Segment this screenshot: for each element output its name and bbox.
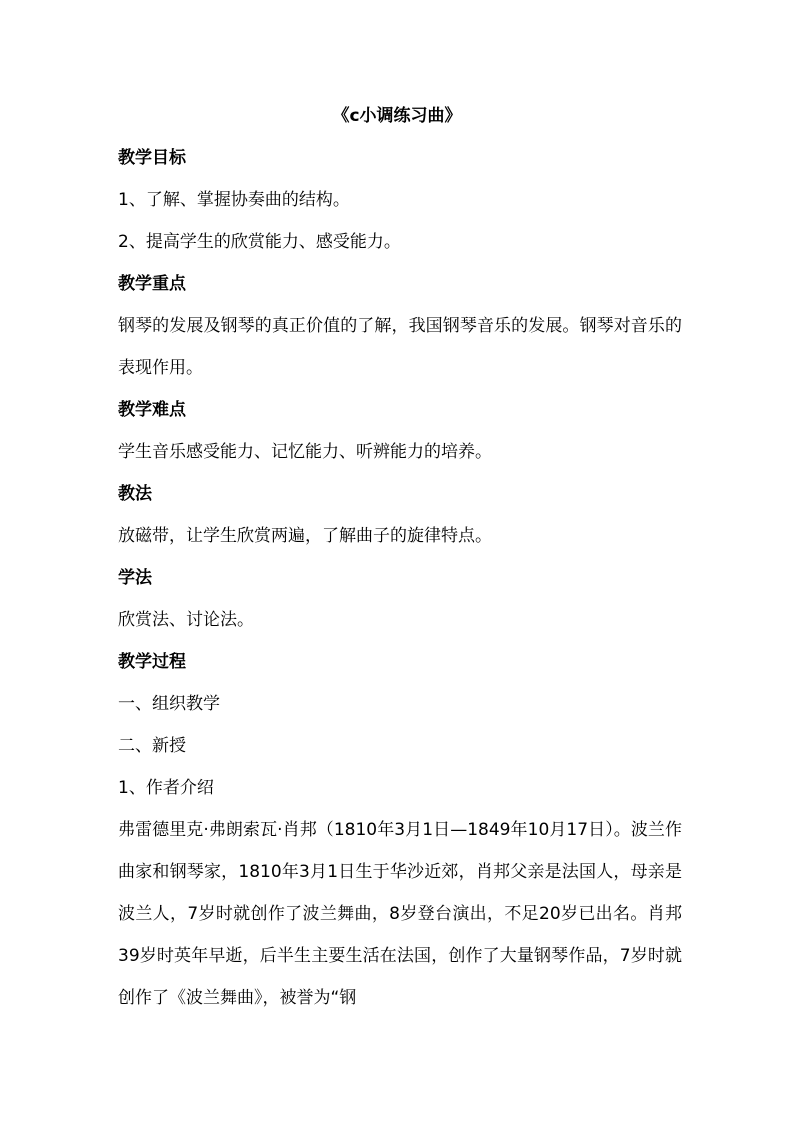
document-title: 《c小调练习曲》 (332, 106, 462, 126)
focus-paragraph: 钢琴的发展及钢琴的真正价值的了解，我国钢琴音乐的发展。钢琴对音乐的表现作用。 (118, 316, 682, 378)
process-step-1: 一、组织教学 (118, 694, 220, 714)
process-step-2: 二、新授 (118, 736, 186, 756)
difficulty-paragraph: 学生音乐感受能力、记忆能力、听辨能力的培养。 (118, 442, 492, 462)
objectives-heading: 教学目标 (118, 148, 186, 168)
teaching-method-heading: 教法 (118, 484, 152, 504)
process-subsection-1: 1、作者介绍 (118, 778, 214, 798)
teaching-method-paragraph: 放磁带，让学生欣赏两遍，了解曲子的旋律特点。 (118, 526, 492, 546)
difficulty-heading: 教学难点 (118, 400, 186, 420)
document-body (118, 146, 682, 1028)
author-intro-paragraph: 弗雷德里克·弗朗索瓦·肖邦（1810年3月1日—1849年10月17日）。波兰作曲家和钢琴家，1810年3月1日生于华沙近郊，肖邦父亲是法国人，母亲是波兰人，7岁时就创作了波兰舞曲，8岁登台演出，不足20岁已出名。肖邦39岁时英年早逝，后半生主要生活在法国，创作了大量钢琴作品，7岁时就创作了《波兰舞曲》，被誉为“钢 (118, 820, 682, 1008)
focus-heading: 教学重点 (118, 274, 186, 294)
learning-method-heading: 学法 (118, 568, 152, 588)
objective-item-1: 1、了解、掌握协奏曲的结构。 (118, 190, 350, 210)
objective-item-2: 2、提高学生的欣赏能力、感受能力。 (118, 232, 401, 252)
process-heading: 教学过程 (118, 652, 186, 672)
learning-method-paragraph: 欣赏法、讨论法。 (118, 610, 254, 630)
